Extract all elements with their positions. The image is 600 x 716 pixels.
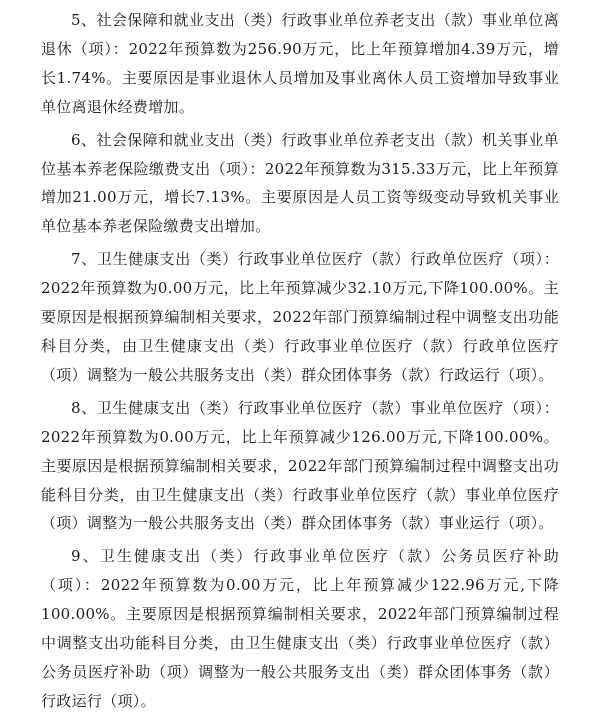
- paragraph-item-7: 7、卫生健康支出（类）行政事业单位医疗（款）行政单位医疗（项）：2022年预算数为0.00万元，比上年预算减少32.10万元,下降100.00%。主要原因是根据预算编制相关要求，2022年部门预算编制过程中调整支出功能科目分类，由卫生健康支出（类）行政事业单位医疗（款）行政单位医疗（项）调整为一般公共服务支出（类）群众团体事务（款）行政运行（项）。: [41, 250, 559, 384]
- paragraph-item-9: 9、卫生健康支出（类）行政事业单位医疗（款）公务员医疗补助（项）：2022年预算数为0.00万元，比上年预算减少122.96万元,下降100.00%。主要原因是根据预算编制相关要求，2022年部门预算编制过程中调整支出功能科目分类，由卫生健康支出（类）行政事业单位医疗（款）公务员医疗补助（项）调整为一般公共服务支出（类）群众团体事务（款）行政运行（项）。: [41, 547, 559, 710]
- paragraph-item-8: 8、卫生健康支出（类）行政事业单位医疗（款）事业单位医疗（项）：2022年预算数为0.00万元，比上年预算减少126.00万元,下降100.00%。主要原因是根据预算编制相关要求，2022年部门预算编制过程中调整支出功能科目分类，由卫生健康支出（类）行政事业单位医疗（款）事业单位医疗（项）调整为一般公共服务支出（类）群众团体事务（款）事业运行（项）。: [41, 398, 559, 533]
- paragraph-item-6: 6、社会保障和就业支出（类）行政事业单位养老支出（款）机关事业单位基本养老保险缴费支出（项）：2022年预算数为315.33万元，比上年预算增加21.00万元，增长7.13%。主要原因是人员工资等级变动导致机关事业单位基本养老保险缴费支出增加。: [41, 130, 559, 236]
- paragraph-item-5: 5、社会保障和就业支出（类）行政事业单位养老支出（款）事业单位离退休（项）：2022年预算数为256.90万元，比上年预算增加4.39万元，增长1.74%。主要原因是事业退休人员增加及事业离休人员工资增加导致事业单位离退休经费增加。: [41, 11, 559, 116]
